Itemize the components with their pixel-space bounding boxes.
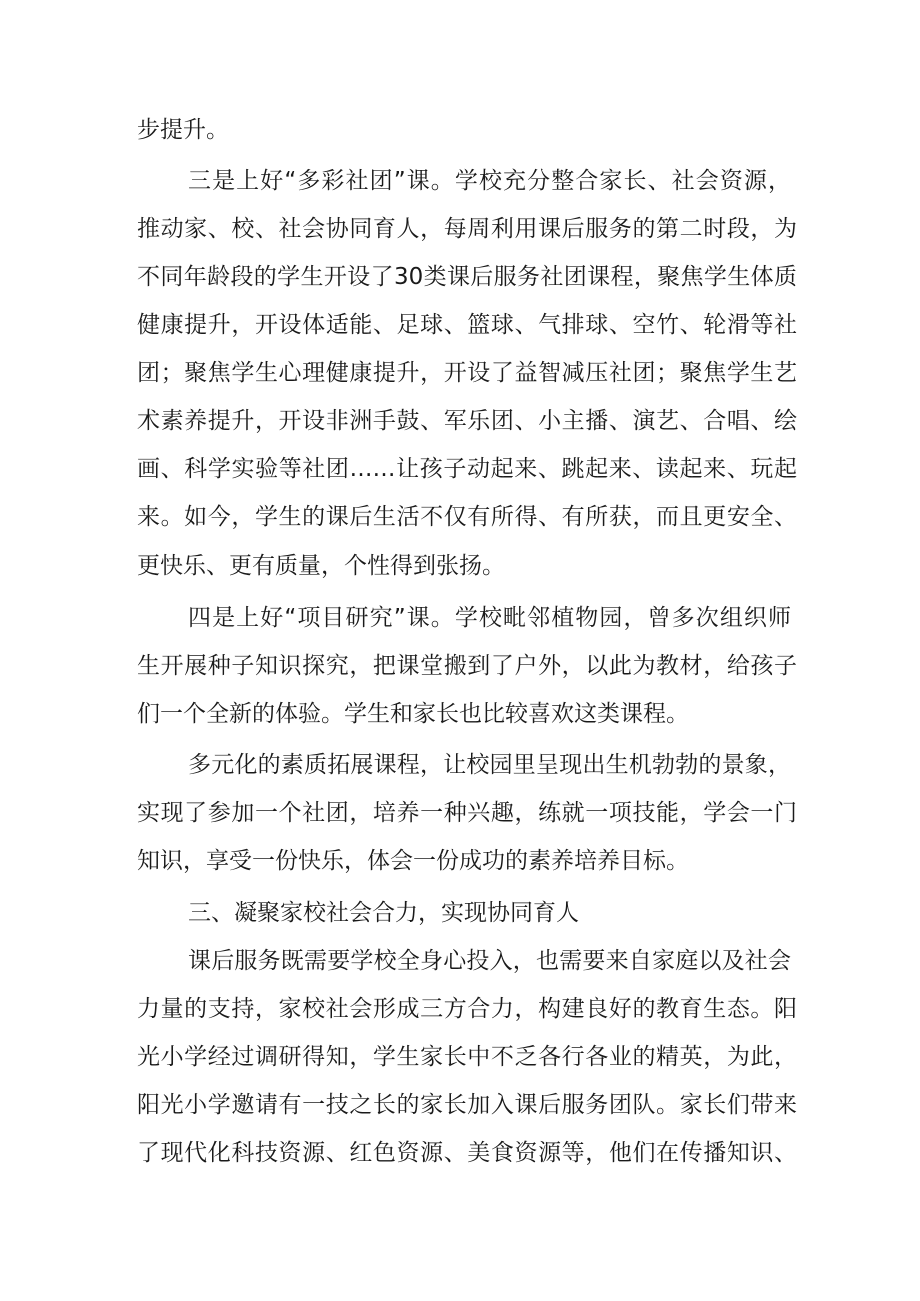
text-line-6: 团；聚焦学生心理健康提升，开设了益智减压社团；聚焦学生艺 <box>137 360 797 386</box>
text-line-5: 健康提升，开设体适能、足球、篮球、气排球、空竹、轮滑等社 <box>137 312 797 338</box>
text-line-7: 术素养提升，开设非洲手鼓、军乐团、小主播、演艺、合唱、绘 <box>137 408 797 434</box>
text-line-13: 们一个全新的体验。学生和家长也比较喜欢这类课程。 <box>137 701 689 727</box>
text-line-14: 多元化的素质拓展课程，让校园里呈现出生机勃勃的景象， <box>188 752 791 778</box>
text-line-21: 阳光小学邀请有一技之长的家长加入课后服务团队。家长们带来 <box>137 1092 797 1118</box>
text-line-15: 实现了参加一个社团，培养一种兴趣，练就一项技能，学会一门 <box>137 800 797 826</box>
text-line-8: 画、科学实验等社团……让孩子动起来、跳起来、读起来、玩起 <box>137 456 797 482</box>
text-line-11: 四是上好“项目研究”课。学校毗邻植物园，曾多次组织师 <box>188 605 791 631</box>
text-line-12: 生开展种子知识探究，把课堂搬到了户外，以此为教材，给孩子 <box>137 653 797 679</box>
text-line-10: 更快乐、更有质量，个性得到张扬。 <box>137 553 505 579</box>
text-line-16: 知识，享受一份快乐，体会一份成功的素养培养目标。 <box>137 848 689 874</box>
text-line-2: 三是上好“多彩社团”课。学校充分整合家长、社会资源， <box>188 168 791 194</box>
section-heading: 三、凝聚家校社会合力，实现协同育人 <box>188 900 579 926</box>
text-line-4: 不同年龄段的学生开设了30类课后服务社团课程，聚焦学生体质 <box>137 264 797 290</box>
text-line-9: 来。如今，学生的课后生活不仅有所得、有所获，而且更安全、 <box>137 504 797 530</box>
text-line-20: 光小学经过调研得知，学生家长中不乏各行各业的精英，为此， <box>137 1044 797 1070</box>
text-line-1: 步提升。 <box>137 117 229 143</box>
text-line-18: 课后服务既需要学校全身心投入，也需要来自家庭以及社会 <box>188 948 791 974</box>
text-line-22: 了现代化科技资源、红色资源、美食资源等，他们在传播知识、 <box>137 1140 797 1166</box>
text-line-3: 推动家、校、社会协同育人，每周利用课后服务的第二时段，为 <box>137 216 797 242</box>
text-line-19: 力量的支持，家校社会形成三方合力，构建良好的教育生态。阳 <box>137 996 797 1022</box>
